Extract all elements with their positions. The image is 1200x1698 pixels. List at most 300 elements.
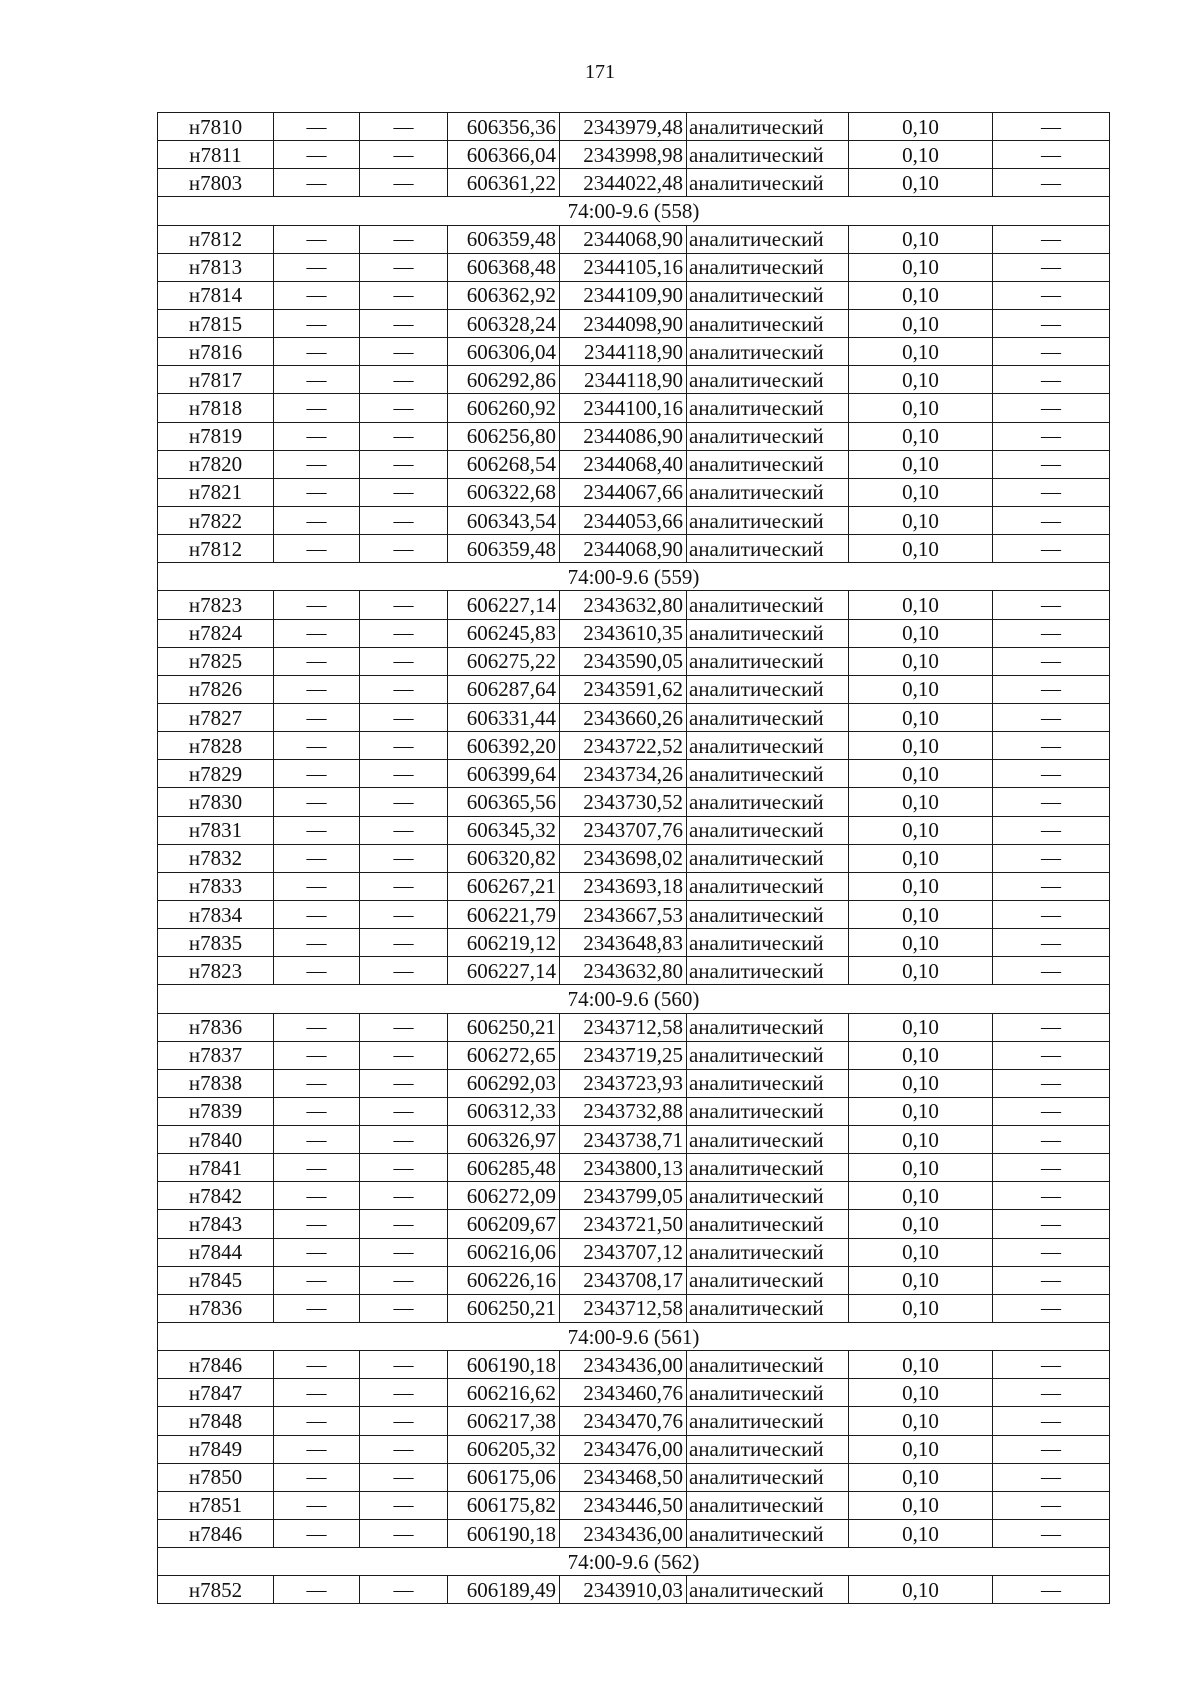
method-cell: аналитический [687,1013,849,1041]
y-coordinate-cell: 2343730,52 [560,788,687,816]
y-coordinate-cell: 2343610,35 [560,619,687,647]
accuracy-cell: 0,10 [849,225,993,253]
old-y-cell: — [360,309,448,337]
y-coordinate-cell: 2344098,90 [560,309,687,337]
method-cell: аналитический [687,1351,849,1379]
table-row [158,506,1110,534]
accuracy-cell: 0,10 [849,844,993,872]
method-cell: аналитический [687,225,849,253]
point-id-cell: н7838 [158,1069,274,1097]
description-cell: — [993,1407,1110,1435]
section-title: 74:00-9.6 (559) [158,563,1110,591]
old-x-cell: — [274,1097,360,1125]
old-x-cell: — [274,647,360,675]
description-cell: — [993,338,1110,366]
section-header-row [158,1323,1110,1351]
table-row [158,872,1110,900]
y-coordinate-cell: 2343693,18 [560,872,687,900]
description-cell: — [993,591,1110,619]
old-x-cell: — [274,760,360,788]
method-cell: аналитический [687,1576,849,1604]
table-row [158,1435,1110,1463]
x-coordinate-cell: 606362,92 [448,281,560,309]
description-cell: — [993,366,1110,394]
method-cell: аналитический [687,338,849,366]
old-x-cell: — [274,1463,360,1491]
point-id-cell: н7824 [158,619,274,647]
y-coordinate-cell: 2343446,50 [560,1491,687,1519]
old-y-cell: — [360,732,448,760]
x-coordinate-cell: 606365,56 [448,788,560,816]
table-row [158,675,1110,703]
accuracy-cell: 0,10 [849,1435,993,1463]
old-x-cell: — [274,1013,360,1041]
old-x-cell: — [274,169,360,197]
table-row [158,1266,1110,1294]
y-coordinate-cell: 2343470,76 [560,1407,687,1435]
accuracy-cell: 0,10 [849,732,993,760]
old-y-cell: — [360,703,448,731]
old-x-cell: — [274,900,360,928]
point-id-cell: н7827 [158,703,274,731]
point-id-cell: н7840 [158,1126,274,1154]
x-coordinate-cell: 606322,68 [448,478,560,506]
table-row [158,957,1110,985]
point-id-cell: н7844 [158,1238,274,1266]
y-coordinate-cell: 2344100,16 [560,394,687,422]
accuracy-cell: 0,10 [849,929,993,957]
method-cell: аналитический [687,1435,849,1463]
accuracy-cell: 0,10 [849,1154,993,1182]
method-cell: аналитический [687,788,849,816]
old-y-cell: — [360,506,448,534]
point-id-cell: н7812 [158,225,274,253]
accuracy-cell: 0,10 [849,422,993,450]
point-id-cell: н7852 [158,1576,274,1604]
table-row [158,1154,1110,1182]
old-x-cell: — [274,1182,360,1210]
old-x-cell: — [274,703,360,731]
x-coordinate-cell: 606272,09 [448,1182,560,1210]
y-coordinate-cell: 2343632,80 [560,591,687,619]
description-cell: — [993,394,1110,422]
old-y-cell: — [360,1182,448,1210]
y-coordinate-cell: 2343799,05 [560,1182,687,1210]
table-row [158,169,1110,197]
description-cell: — [993,225,1110,253]
x-coordinate-cell: 606292,03 [448,1069,560,1097]
y-coordinate-cell: 2343591,62 [560,675,687,703]
description-cell: — [993,1238,1110,1266]
accuracy-cell: 0,10 [849,1182,993,1210]
page-number: 171 [585,61,615,83]
old-x-cell: — [274,732,360,760]
old-x-cell: — [274,422,360,450]
method-cell: аналитический [687,1520,849,1548]
y-coordinate-cell: 2343979,48 [560,113,687,141]
y-coordinate-cell: 2343632,80 [560,957,687,985]
table-row [158,394,1110,422]
old-x-cell: — [274,338,360,366]
x-coordinate-cell: 606227,14 [448,591,560,619]
old-y-cell: — [360,366,448,394]
method-cell: аналитический [687,1407,849,1435]
y-coordinate-cell: 2343707,12 [560,1238,687,1266]
accuracy-cell: 0,10 [849,169,993,197]
table-row [158,113,1110,141]
table-row [158,1238,1110,1266]
accuracy-cell: 0,10 [849,675,993,703]
old-y-cell: — [360,1463,448,1491]
old-y-cell: — [360,1097,448,1125]
description-cell: — [993,1463,1110,1491]
description-cell: — [993,872,1110,900]
table-row [158,338,1110,366]
description-cell: — [993,1379,1110,1407]
description-cell: — [993,760,1110,788]
method-cell: аналитический [687,1210,849,1238]
method-cell: аналитический [687,309,849,337]
description-cell: — [993,647,1110,675]
description-cell: — [993,1013,1110,1041]
old-x-cell: — [274,1379,360,1407]
y-coordinate-cell: 2344086,90 [560,422,687,450]
x-coordinate-cell: 606331,44 [448,703,560,731]
x-coordinate-cell: 606226,16 [448,1266,560,1294]
point-id-cell: н7837 [158,1041,274,1069]
y-coordinate-cell: 2344105,16 [560,253,687,281]
old-x-cell: — [274,535,360,563]
table-row [158,1463,1110,1491]
old-y-cell: — [360,169,448,197]
x-coordinate-cell: 606245,83 [448,619,560,647]
method-cell: аналитический [687,872,849,900]
x-coordinate-cell: 606267,21 [448,872,560,900]
x-coordinate-cell: 606209,67 [448,1210,560,1238]
y-coordinate-cell: 2343723,93 [560,1069,687,1097]
y-coordinate-cell: 2343476,00 [560,1435,687,1463]
y-coordinate-cell: 2343738,71 [560,1126,687,1154]
accuracy-cell: 0,10 [849,113,993,141]
old-x-cell: — [274,591,360,619]
description-cell: — [993,1154,1110,1182]
point-id-cell: н7850 [158,1463,274,1491]
y-coordinate-cell: 2344068,90 [560,225,687,253]
accuracy-cell: 0,10 [849,1520,993,1548]
point-id-cell: н7836 [158,1013,274,1041]
table-row [158,366,1110,394]
old-y-cell: — [360,535,448,563]
old-x-cell: — [274,506,360,534]
table-row [158,1520,1110,1548]
section-header-row [158,985,1110,1013]
table-row [158,703,1110,731]
old-y-cell: — [360,844,448,872]
old-x-cell: — [274,929,360,957]
x-coordinate-cell: 606345,32 [448,816,560,844]
old-x-cell: — [274,957,360,985]
accuracy-cell: 0,10 [849,647,993,675]
accuracy-cell: 0,10 [849,1351,993,1379]
table-row [158,1126,1110,1154]
description-cell: — [993,506,1110,534]
description-cell: — [993,422,1110,450]
old-x-cell: — [274,844,360,872]
method-cell: аналитический [687,732,849,760]
x-coordinate-cell: 606190,18 [448,1351,560,1379]
point-id-cell: н7820 [158,450,274,478]
accuracy-cell: 0,10 [849,1126,993,1154]
table-row [158,1491,1110,1519]
y-coordinate-cell: 2343436,00 [560,1351,687,1379]
accuracy-cell: 0,10 [849,1069,993,1097]
y-coordinate-cell: 2343910,03 [560,1576,687,1604]
x-coordinate-cell: 606392,20 [448,732,560,760]
accuracy-cell: 0,10 [849,1379,993,1407]
table-row [158,1210,1110,1238]
point-id-cell: н7839 [158,1097,274,1125]
accuracy-cell: 0,10 [849,788,993,816]
accuracy-cell: 0,10 [849,1238,993,1266]
accuracy-cell: 0,10 [849,619,993,647]
old-x-cell: — [274,1041,360,1069]
y-coordinate-cell: 2344068,40 [560,450,687,478]
section-title: 74:00-9.6 (560) [158,985,1110,1013]
accuracy-cell: 0,10 [849,1013,993,1041]
old-y-cell: — [360,1351,448,1379]
point-id-cell: н7823 [158,957,274,985]
x-coordinate-cell: 606250,21 [448,1013,560,1041]
old-y-cell: — [360,394,448,422]
point-id-cell: н7832 [158,844,274,872]
y-coordinate-cell: 2343800,13 [560,1154,687,1182]
accuracy-cell: 0,10 [849,1266,993,1294]
point-id-cell: н7847 [158,1379,274,1407]
old-x-cell: — [274,450,360,478]
description-cell: — [993,1520,1110,1548]
table-row [158,478,1110,506]
description-cell: — [993,788,1110,816]
point-id-cell: н7830 [158,788,274,816]
old-x-cell: — [274,1154,360,1182]
old-y-cell: — [360,478,448,506]
description-cell: — [993,732,1110,760]
point-id-cell: н7822 [158,506,274,534]
method-cell: аналитический [687,1463,849,1491]
x-coordinate-cell: 606359,48 [448,225,560,253]
old-y-cell: — [360,1041,448,1069]
old-y-cell: — [360,1126,448,1154]
point-id-cell: н7829 [158,760,274,788]
method-cell: аналитический [687,844,849,872]
old-x-cell: — [274,1210,360,1238]
old-y-cell: — [360,1069,448,1097]
old-y-cell: — [360,760,448,788]
method-cell: аналитический [687,675,849,703]
y-coordinate-cell: 2343436,00 [560,1520,687,1548]
y-coordinate-cell: 2343998,98 [560,141,687,169]
accuracy-cell: 0,10 [849,1210,993,1238]
y-coordinate-cell: 2344109,90 [560,281,687,309]
table-row [158,844,1110,872]
table-row [158,1182,1110,1210]
description-cell: — [993,253,1110,281]
method-cell: аналитический [687,1379,849,1407]
point-id-cell: н7816 [158,338,274,366]
point-id-cell: н7848 [158,1407,274,1435]
method-cell: аналитический [687,253,849,281]
old-y-cell: — [360,338,448,366]
y-coordinate-cell: 2343590,05 [560,647,687,675]
point-id-cell: н7811 [158,141,274,169]
y-coordinate-cell: 2344068,90 [560,535,687,563]
point-id-cell: н7821 [158,478,274,506]
old-y-cell: — [360,1154,448,1182]
point-id-cell: н7845 [158,1266,274,1294]
description-cell: — [993,478,1110,506]
method-cell: аналитический [687,1097,849,1125]
y-coordinate-cell: 2343667,53 [560,900,687,928]
description-cell: — [993,900,1110,928]
old-x-cell: — [274,394,360,422]
point-id-cell: н7846 [158,1520,274,1548]
section-header-row [158,1548,1110,1576]
section-header-row [158,197,1110,225]
table-row [158,309,1110,337]
accuracy-cell: 0,10 [849,366,993,394]
old-y-cell: — [360,450,448,478]
accuracy-cell: 0,10 [849,1491,993,1519]
table-row [158,1351,1110,1379]
point-id-cell: н7819 [158,422,274,450]
old-x-cell: — [274,788,360,816]
x-coordinate-cell: 606292,86 [448,366,560,394]
section-title: 74:00-9.6 (561) [158,1323,1110,1351]
point-id-cell: н7836 [158,1294,274,1322]
description-cell: — [993,1182,1110,1210]
table-row [158,591,1110,619]
old-y-cell: — [360,141,448,169]
old-y-cell: — [360,225,448,253]
coordinates-table-body [158,113,1110,1604]
old-y-cell: — [360,900,448,928]
y-coordinate-cell: 2343712,58 [560,1294,687,1322]
x-coordinate-cell: 606216,62 [448,1379,560,1407]
x-coordinate-cell: 606359,48 [448,535,560,563]
description-cell: — [993,169,1110,197]
old-x-cell: — [274,1266,360,1294]
description-cell: — [993,929,1110,957]
point-id-cell: н7849 [158,1435,274,1463]
y-coordinate-cell: 2343648,83 [560,929,687,957]
description-cell: — [993,816,1110,844]
description-cell: — [993,1210,1110,1238]
old-x-cell: — [274,1407,360,1435]
x-coordinate-cell: 606272,65 [448,1041,560,1069]
table-row [158,1379,1110,1407]
method-cell: аналитический [687,1182,849,1210]
x-coordinate-cell: 606285,48 [448,1154,560,1182]
old-x-cell: — [274,872,360,900]
coordinates-table [157,112,1110,1604]
old-y-cell: — [360,816,448,844]
old-x-cell: — [274,1238,360,1266]
point-id-cell: н7842 [158,1182,274,1210]
method-cell: аналитический [687,957,849,985]
old-y-cell: — [360,957,448,985]
x-coordinate-cell: 606217,38 [448,1407,560,1435]
section-title: 74:00-9.6 (562) [158,1548,1110,1576]
old-y-cell: — [360,281,448,309]
method-cell: аналитический [687,619,849,647]
table-row [158,1041,1110,1069]
x-coordinate-cell: 606175,06 [448,1463,560,1491]
y-coordinate-cell: 2343708,17 [560,1266,687,1294]
accuracy-cell: 0,10 [849,338,993,366]
y-coordinate-cell: 2343734,26 [560,760,687,788]
accuracy-cell: 0,10 [849,253,993,281]
description-cell: — [993,1576,1110,1604]
x-coordinate-cell: 606328,24 [448,309,560,337]
x-coordinate-cell: 606343,54 [448,506,560,534]
section-header-row [158,563,1110,591]
y-coordinate-cell: 2343698,02 [560,844,687,872]
point-id-cell: н7815 [158,309,274,337]
description-cell: — [993,141,1110,169]
point-id-cell: н7834 [158,900,274,928]
table-row [158,450,1110,478]
old-y-cell: — [360,1238,448,1266]
accuracy-cell: 0,10 [849,450,993,478]
description-cell: — [993,1041,1110,1069]
table-row [158,619,1110,647]
old-x-cell: — [274,816,360,844]
old-y-cell: — [360,1266,448,1294]
point-id-cell: н7818 [158,394,274,422]
x-coordinate-cell: 606189,49 [448,1576,560,1604]
description-cell: — [993,703,1110,731]
description-cell: — [993,1126,1110,1154]
old-x-cell: — [274,1126,360,1154]
description-cell: — [993,1069,1110,1097]
description-cell: — [993,1351,1110,1379]
method-cell: аналитический [687,1041,849,1069]
point-id-cell: н7823 [158,591,274,619]
point-id-cell: н7810 [158,113,274,141]
accuracy-cell: 0,10 [849,478,993,506]
point-id-cell: н7846 [158,1351,274,1379]
description-cell: — [993,1491,1110,1519]
accuracy-cell: 0,10 [849,309,993,337]
table-row [158,535,1110,563]
table-row [158,760,1110,788]
method-cell: аналитический [687,647,849,675]
old-y-cell: — [360,113,448,141]
method-cell: аналитический [687,394,849,422]
x-coordinate-cell: 606268,54 [448,450,560,478]
old-y-cell: — [360,619,448,647]
method-cell: аналитический [687,816,849,844]
old-x-cell: — [274,1576,360,1604]
old-y-cell: — [360,1520,448,1548]
old-x-cell: — [274,1491,360,1519]
point-id-cell: н7835 [158,929,274,957]
x-coordinate-cell: 606306,04 [448,338,560,366]
y-coordinate-cell: 2344118,90 [560,338,687,366]
y-coordinate-cell: 2343468,50 [560,1463,687,1491]
old-x-cell: — [274,253,360,281]
old-y-cell: — [360,1210,448,1238]
